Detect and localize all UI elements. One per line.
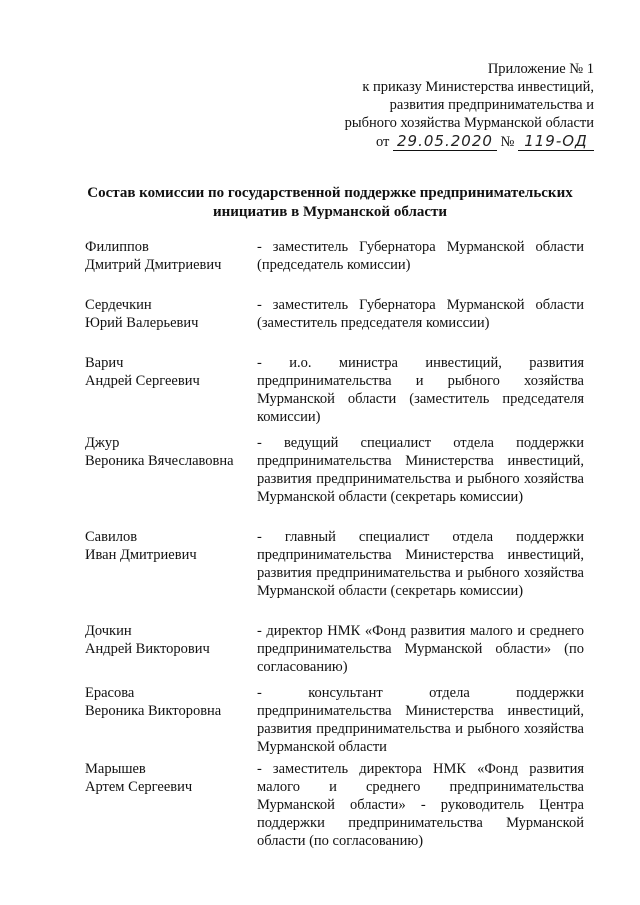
member-entry	[85, 434, 590, 528]
member-surname: Варич	[85, 355, 124, 371]
member-entry	[85, 760, 590, 860]
document-title	[60, 184, 600, 222]
member-role: - заместитель Губернатора Мурманской области (председатель комиссии)	[257, 239, 584, 273]
member-role: - заместитель директора НМК «Фонд развития малого и среднего предпринимательства Мурманской области» - руководитель Центра поддержки предпринимательства Мурманской области (по согласованию)	[257, 761, 584, 849]
member-given-names: Дмитрий Дмитриевич	[85, 257, 222, 273]
member-name	[85, 528, 257, 622]
appendix-order-ref-line: к приказу Министерства инвестиций,	[362, 79, 594, 95]
member-name	[85, 296, 257, 354]
member-surname: Дочкин	[85, 623, 132, 639]
title-line-1: Состав комиссии по государственной поддержке предпринимательских	[87, 185, 573, 201]
member-given-names: Артем Сергеевич	[85, 779, 193, 795]
member-surname: Марышев	[85, 761, 146, 777]
title-line-2: инициатив в Мурманской области	[212, 204, 448, 220]
member-given-names: Вероника Вячеславовна	[85, 453, 234, 469]
member-given-names: Юрий Валерьевич	[85, 315, 199, 331]
appendix-number: Приложение № 1	[487, 61, 594, 77]
order-from-label: от	[375, 134, 390, 150]
member-entry	[85, 622, 590, 684]
order-number-handwritten: 119-ОД	[518, 132, 594, 151]
member-name	[85, 684, 257, 760]
member-given-names: Андрей Викторович	[85, 641, 210, 657]
member-entry	[85, 528, 590, 622]
order-number-label: №	[500, 134, 515, 150]
appendix-ministry-line: развития предпринимательства и	[389, 97, 594, 113]
member-entry	[85, 238, 590, 296]
member-name	[85, 622, 257, 684]
member-surname: Сердечкин	[85, 297, 152, 313]
member-given-names: Вероника Викторовна	[85, 703, 222, 719]
member-role: - заместитель Губернатора Мурманской области (заместитель председателя комиссии)	[257, 297, 584, 331]
member-name	[85, 434, 257, 528]
member-name	[85, 238, 257, 296]
commission-members-list	[85, 238, 590, 860]
member-role: - главный специалист отдела поддержки предпринимательства Министерства инвестиций, развития предпринимательства и рыбного хозяйства Мурманской области (секретарь комиссии)	[257, 529, 584, 599]
member-given-names: Иван Дмитриевич	[85, 547, 197, 563]
order-date-handwritten: 29.05.2020	[393, 132, 497, 151]
member-role: - директор НМК «Фонд развития малого и среднего предпринимательства Мурманской области» (по согласованию)	[257, 623, 584, 675]
order-date-number-line	[345, 132, 594, 151]
member-name	[85, 760, 257, 860]
member-name	[85, 354, 257, 434]
member-surname: Филиппов	[85, 239, 149, 255]
member-role: - и.о. министра инвестиций, развития предпринимательства и рыбного хозяйства Мурманской области (заместитель председателя комиссии)	[257, 355, 584, 425]
member-entry	[85, 684, 590, 760]
appendix-ministry-line-2: рыбного хозяйства Мурманской области	[344, 115, 594, 131]
member-given-names: Андрей Сергеевич	[85, 373, 200, 389]
member-surname: Ерасова	[85, 685, 135, 701]
member-entry	[85, 296, 590, 354]
member-entry	[85, 354, 590, 434]
member-surname: Джур	[85, 435, 120, 451]
member-surname: Савилов	[85, 529, 138, 545]
appendix-header	[345, 60, 594, 151]
member-role: - консультант отдела поддержки предпринимательства Министерства инвестиций, развития предпринимательства и рыбного хозяйства Мурманской области	[257, 685, 584, 755]
member-role: - ведущий специалист отдела поддержки предпринимательства Министерства инвестиций, развития предпринимательства и рыбного хозяйства Мурманской области (секретарь комиссии)	[257, 435, 584, 505]
